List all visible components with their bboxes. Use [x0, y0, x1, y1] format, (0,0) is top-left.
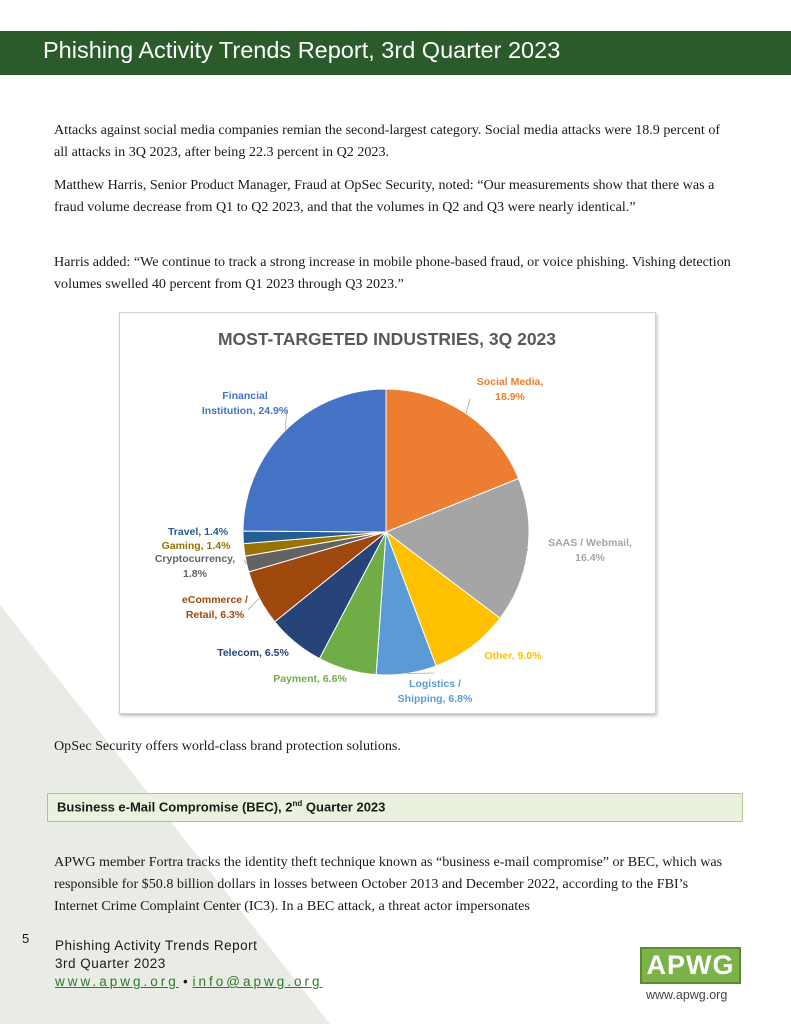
paragraph-social-media: Attacks against social media companies remian the second-largest category. Social media attacks were 18.9 percent of all attacks in 3Q 2023, after being 22.3 percent in Q2 2023.	[54, 122, 721, 160]
section-heading-box	[47, 793, 743, 822]
data-label: Cryptocurrency, 1.8%	[154, 553, 236, 580]
logo-url: www.apwg.org	[646, 988, 728, 1002]
logo-text: APWG	[646, 950, 735, 980]
report-title: Phishing Activity Trends Report, 3rd Quarter 2023	[43, 37, 561, 63]
website-link[interactable]: www.apwg.org	[55, 974, 179, 989]
footer-report-name: Phishing Activity Trends Report	[55, 938, 258, 953]
footer-links	[55, 974, 323, 989]
paragraph-harris-quote: Matthew Harris, Senior Product Manager, Fraud at OpSec Security, noted: “Our measurements show that there was a fraud volume decrease from Q1 to Q2 2023, and that the volumes in Q2 and Q3 were nearly identical.”	[54, 177, 715, 215]
leader-line	[466, 399, 470, 414]
data-label: Travel, 1.4%	[167, 526, 229, 538]
data-label: Financial Institution, 24.9%	[201, 390, 289, 417]
apwg-logo	[640, 947, 741, 984]
leader-line	[472, 646, 473, 647]
opsec-statement: OpSec Security offers world-class brand protection solutions.	[54, 738, 401, 754]
paragraph-harris-added: Harris added: “We continue to track a strong increase in mobile phone-based fraud, or voice phishing. Vishing detection volumes swelled 40 percent from Q1 2023 through Q3 2023.”	[54, 254, 731, 292]
chart-title: MOST-TARGETED INDUSTRIES, 3Q 2023	[217, 329, 557, 349]
pie-chart-frame	[119, 312, 656, 714]
data-label: Payment, 6.6%	[273, 673, 347, 685]
data-label: Logistics / Shipping, 6.8%	[397, 678, 473, 705]
data-label: Gaming, 1.4%	[161, 540, 231, 552]
paragraph-bec: APWG member Fortra tracks the identity theft technique known as “business e-mail compromise” or BEC, which was responsible for $50.8 billion dollars in losses between October 2013 and December 2022, according to the FBI’s Internet Crime Complaint Center (IC3). In a BEC attack, a threat actor impersonates	[54, 854, 723, 914]
data-label: Other, 9.0%	[484, 650, 542, 662]
section-heading: Business e-Mail Compromise (BEC), 2nd Quarter 2023	[57, 799, 386, 815]
report-header-bar	[0, 31, 791, 75]
data-label: Telecom, 6.5%	[217, 647, 289, 659]
email-link[interactable]: info@apwg.org	[192, 974, 323, 989]
page-number: 5	[22, 931, 30, 946]
leader-line	[248, 598, 259, 610]
data-label: eCommerce / Retail, 6.3%	[182, 594, 248, 621]
pie-chart	[120, 313, 655, 713]
leader-line	[407, 673, 434, 674]
footer-separator: •	[178, 974, 193, 989]
data-label: Social Media, 18.9%	[476, 376, 544, 403]
data-label: SAAS / Webmail, 16.4%	[548, 537, 632, 564]
footer-quarter: 3rd Quarter 2023	[55, 956, 166, 971]
